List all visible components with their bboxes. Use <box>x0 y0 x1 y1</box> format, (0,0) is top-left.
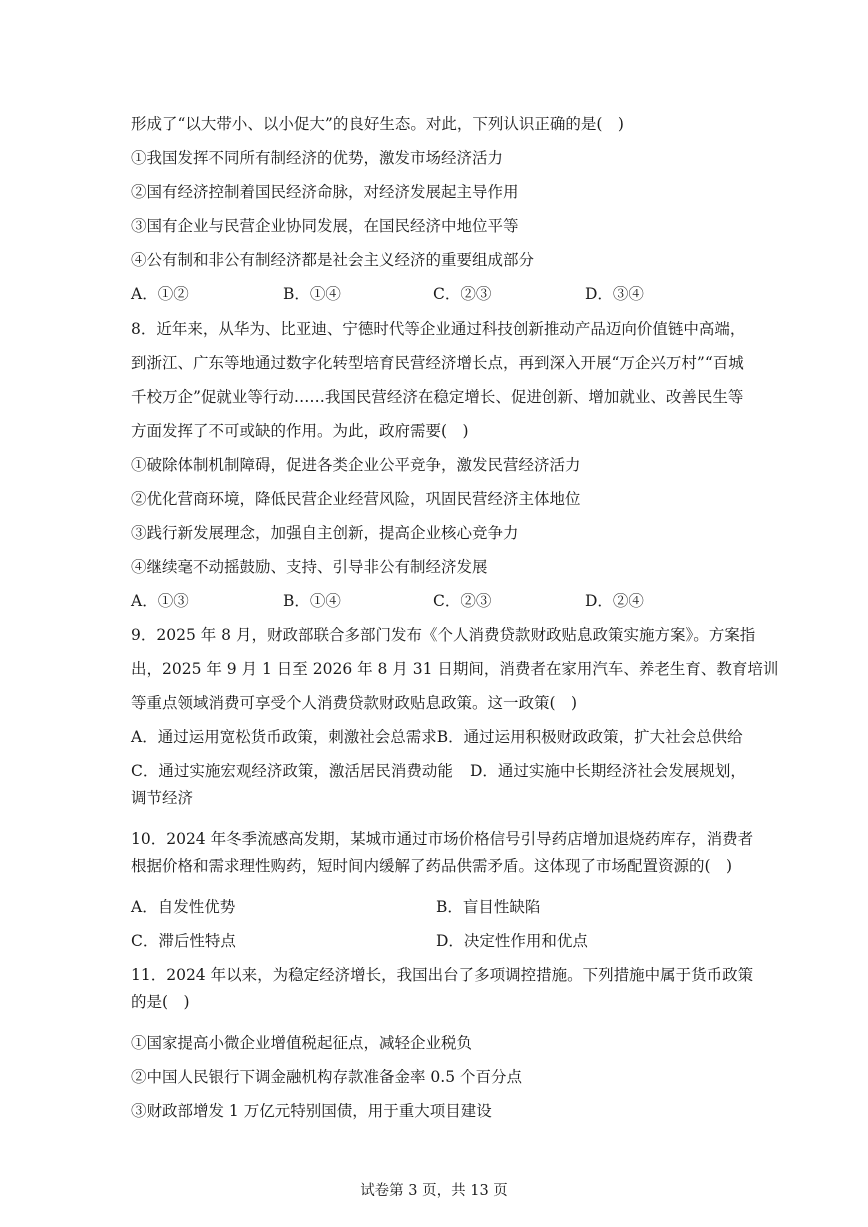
q7-option-a: A．①② <box>131 285 189 303</box>
q8-option-c: C．②③ <box>433 592 492 610</box>
q9-option-d-continued: 调节经济 <box>131 789 194 807</box>
q11-stem-line-2: 的是( ) <box>131 993 190 1011</box>
q8-option-d: D．②④ <box>585 592 644 610</box>
q10-stem-line-1: 10．2024 年冬季流感高发期，某城市通过市场价格信号引导药店增加退烧药库存，消费者 <box>131 830 754 848</box>
q7-item-3: ③国有企业与民营企业协同发展，在国民经济中地位平等 <box>131 217 519 235</box>
q8-stem-line-2: 到浙江、广东等地通过数字化转型培育民营经济增长点，再到深入开展“万企兴万村”“百城 <box>131 354 744 372</box>
q9-stem-line-3: 等重点领域消费可享受个人消费贷款财政贴息政策。这一政策( ) <box>131 694 578 712</box>
q10-stem-line-2: 根据价格和需求理性购药，短时间内缓解了药品供需矛盾。这体现了市场配置资源的( ) <box>131 857 733 875</box>
q10-option-b: B．盲目性缺陷 <box>436 898 541 916</box>
q8-option-a: A．①③ <box>131 592 189 610</box>
q8-item-2: ②优化营商环境，降低民营企业经营风险，巩固民营经济主体地位 <box>131 490 581 508</box>
q11-item-3: ③财政部增发 1 万亿元特别国债，用于重大项目建设 <box>131 1102 492 1120</box>
q8-stem-line-4: 方面发挥了不可或缺的作用。为此，政府需要( ) <box>131 422 469 440</box>
q11-item-1: ①国家提高小微企业增值税起征点，减轻企业税负 <box>131 1034 473 1052</box>
q7-item-2: ②国有经济控制着国民经济命脉，对经济发展起主导作用 <box>131 183 519 201</box>
q11-stem-line-1: 11．2024 年以来，为稳定经济增长，我国出台了多项调控措施。下列措施中属于货币政策 <box>131 966 754 984</box>
q7-option-c: C．②③ <box>433 285 492 303</box>
q7-stem-tail: 形成了“以大带小、以小促大”的良好生态。对此，下列认识正确的是( ) <box>131 115 624 133</box>
q9-option-c: C．通过实施宏观经济政策，激活居民消费动能 <box>131 762 453 780</box>
q10-option-d: D．决定性作用和优点 <box>436 932 588 950</box>
q8-item-1: ①破除体制机制障碍，促进各类企业公平竞争，激发民营经济活力 <box>131 456 581 474</box>
q7-item-4: ④公有制和非公有制经济都是社会主义经济的重要组成部分 <box>131 251 535 269</box>
q7-option-b: B．①④ <box>283 285 341 303</box>
q10-option-a: A．自发性优势 <box>131 898 236 916</box>
q9-stem-line-1: 9．2025 年 8 月，财政部联合多部门发布《个人消费贷款财政贴息政策实施方案》。方案指 <box>131 626 756 644</box>
q9-stem-line-2: 出，2025 年 9 月 1 日至 2026 年 8 月 31 日期间，消费者在家用汽车、养老生育、教育培训 <box>131 660 779 678</box>
q8-stem-line-3: 千校万企”促就业等行动……我国民营经济在稳定增长、促进创新、增加就业、改善民生等 <box>131 388 744 406</box>
q8-item-3: ③践行新发展理念，加强自主创新，提高企业核心竞争力 <box>131 524 519 542</box>
q11-item-2: ②中国人民银行下调金融机构存款准备金率 0.5 个百分点 <box>131 1068 523 1086</box>
q8-option-b: B．①④ <box>283 592 341 610</box>
q10-option-c: C．滞后性特点 <box>131 932 236 950</box>
q8-stem-line-1: 8．近年来，从华为、比亚迪、宁德时代等企业通过科技创新推动产品迈向价值链中高端， <box>131 320 746 338</box>
q9-option-d: D．通过实施中长期经济社会发展规划， <box>470 762 746 780</box>
page-footer: 试卷第 3 页，共 13 页 <box>360 1183 508 1199</box>
q8-item-4: ④继续毫不动摇鼓励、支持、引导非公有制经济发展 <box>131 558 488 576</box>
q9-options-ab: A．通过运用宽松货币政策，刺激社会总需求B．通过运用积极财政政策，扩大社会总供给 <box>131 728 743 746</box>
q7-option-d: D．③④ <box>585 285 644 303</box>
q7-item-1: ①我国发挥不同所有制经济的优势，激发市场经济活力 <box>131 149 504 167</box>
